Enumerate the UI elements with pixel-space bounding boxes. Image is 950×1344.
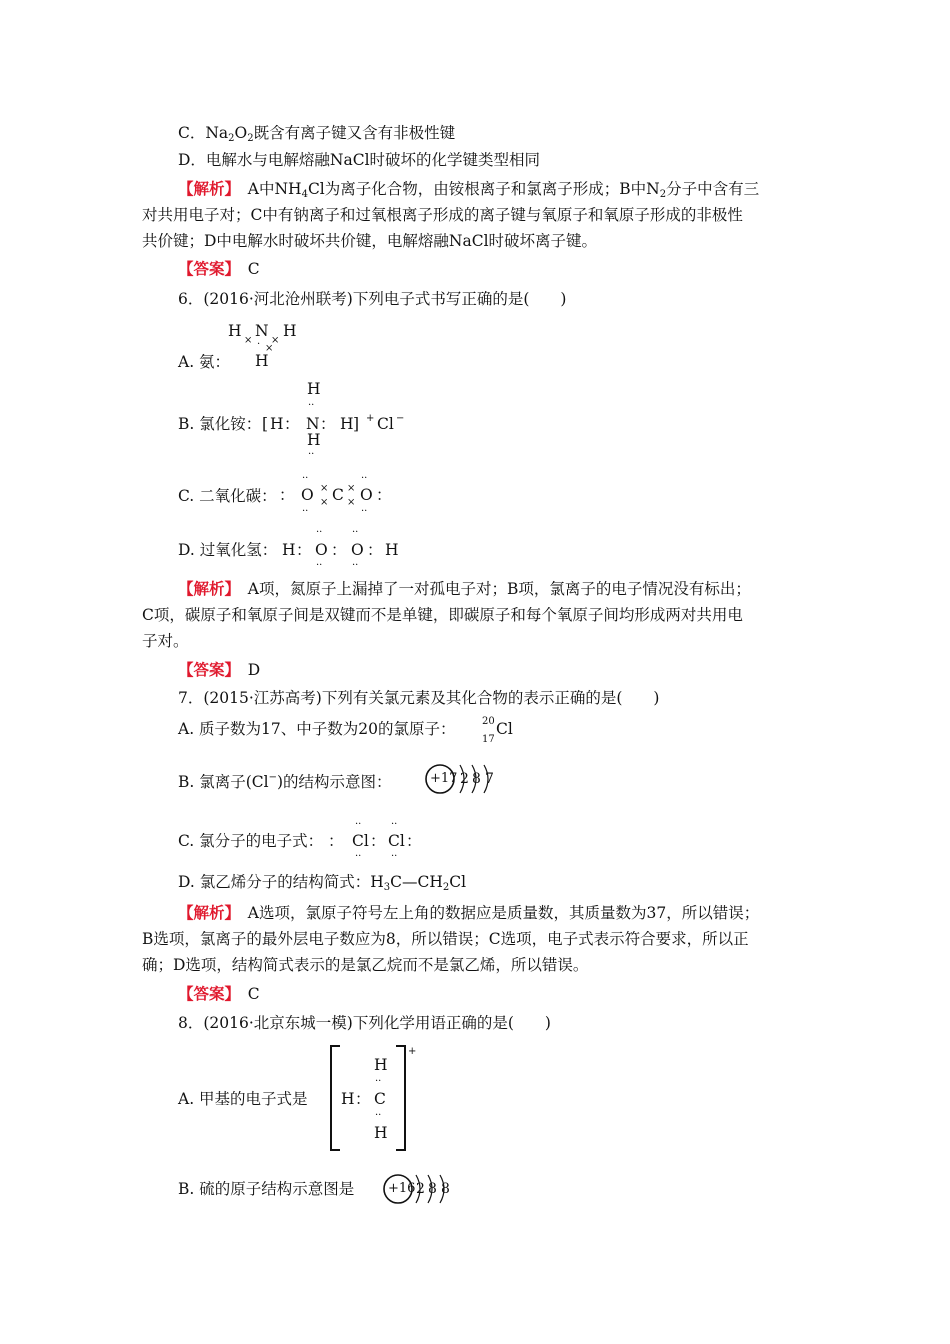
q6-answer: 【答案】 D	[178, 660, 261, 679]
shell-count-3: 8	[441, 1181, 450, 1197]
q6-option-d-label: D. 过氧化氢：	[178, 541, 278, 559]
q7-analysis-line-3: 确；D选项，结构简式表示的是氯乙烷而不是氯乙烯，所以错误。	[142, 956, 589, 974]
q7-option-a: A. 质子数为17、中子数为20的氯原子：	[178, 720, 456, 738]
q7-option-d: D. 氯乙烯分子的结构简式：$H_3C—CH_2Cl$	[178, 873, 467, 893]
q7-stem: 7．(2015·江苏高考)下列有关氯元素及其化合物的表示正确的是( )	[178, 689, 660, 707]
q5-option-d: D．电解水与电解熔融NaCl时破坏的化学键类型相同	[178, 151, 541, 169]
analysis-tag: 【解析】	[178, 179, 233, 198]
q5-analysis-line-2: 对共用电子对；C中有钠离子和过氧根离子形成的离子键与氧原子和氧原子形成的非极性	[142, 206, 743, 224]
q6-option-a-label: A. 氨：	[178, 353, 231, 371]
q8-stem: 8．(2016·北京东城一模)下列化学用语正确的是( )	[178, 1014, 551, 1032]
answer-tag: 【答案】	[178, 984, 233, 1003]
analysis-tag: 【解析】	[178, 579, 233, 598]
q8-option-b-label: B. 硫的原子结构示意图是	[178, 1180, 355, 1198]
q8-option-a-label: A. 甲基的电子式是	[178, 1090, 308, 1108]
q7-answer: 【答案】 C	[178, 984, 260, 1003]
q6-analysis-line-1: 【解析】 A项，氮原子上漏掉了一对孤电子对；B项，氯离子的电子情况没有标出；	[178, 579, 751, 598]
q5-analysis-line-1: 【解析】 A中$NH_4Cl$为离子化合物，由铵根离子和氯离子形成；B中$N_2$分子中含有三	[178, 179, 760, 200]
q5-answer: 【答案】 C	[178, 259, 260, 278]
q5-option-c: C．$Na_2O_2$既含有离子键又含有非极性键	[178, 124, 456, 144]
answer-tag: 【答案】	[178, 660, 233, 679]
right-bracket	[396, 1045, 406, 1151]
shell-count-2: 8	[428, 1181, 437, 1197]
q6-stem: 6．(2016·河北沧州联考)下列电子式书写正确的是( )	[178, 290, 567, 308]
q6-option-c-label: C. 二氧化碳：	[178, 487, 277, 505]
nucleus-charge: +16	[388, 1181, 416, 1196]
q7-option-b: B. 氯离子(Cl−)的结构示意图：	[178, 772, 392, 791]
q6-option-b-label: B. 氯化铵：	[178, 415, 262, 433]
analysis-tag: 【解析】	[178, 903, 233, 922]
q7-option-c: C. 氯分子的电子式：	[178, 832, 324, 850]
q5-analysis-line-3: 共价键；D中电解水时破坏共价键，电解熔融NaCl时破坏离子键。	[142, 232, 598, 250]
q6-analysis-line-3: 子对。	[142, 632, 189, 650]
left-bracket	[330, 1045, 340, 1151]
shell-count-1: 2	[460, 771, 469, 787]
nucleus-charge: +17	[430, 771, 458, 786]
answer-tag: 【答案】	[178, 259, 233, 278]
shell-count-2: 8	[472, 771, 481, 787]
vinyl-chloride-formula: $H_3C—CH_2Cl$	[370, 873, 467, 893]
shell-count-1: 2	[416, 1181, 425, 1197]
q7-analysis-line-1: 【解析】 A选项，氯原子符号左上角的数据应是质量数，其质量数为37，所以错误；	[178, 903, 760, 922]
q6-analysis-line-2: C项，碳原子和氧原子间是双键而不是单键，即碳原子和每个氧原子间均形成两对共用电	[142, 606, 743, 624]
shell-count-3: 7	[485, 771, 494, 787]
q7-analysis-line-2: B选项，氯离子的最外层电子数应为8，所以错误；C选项，电子式表示符合要求，所以正	[142, 930, 749, 948]
